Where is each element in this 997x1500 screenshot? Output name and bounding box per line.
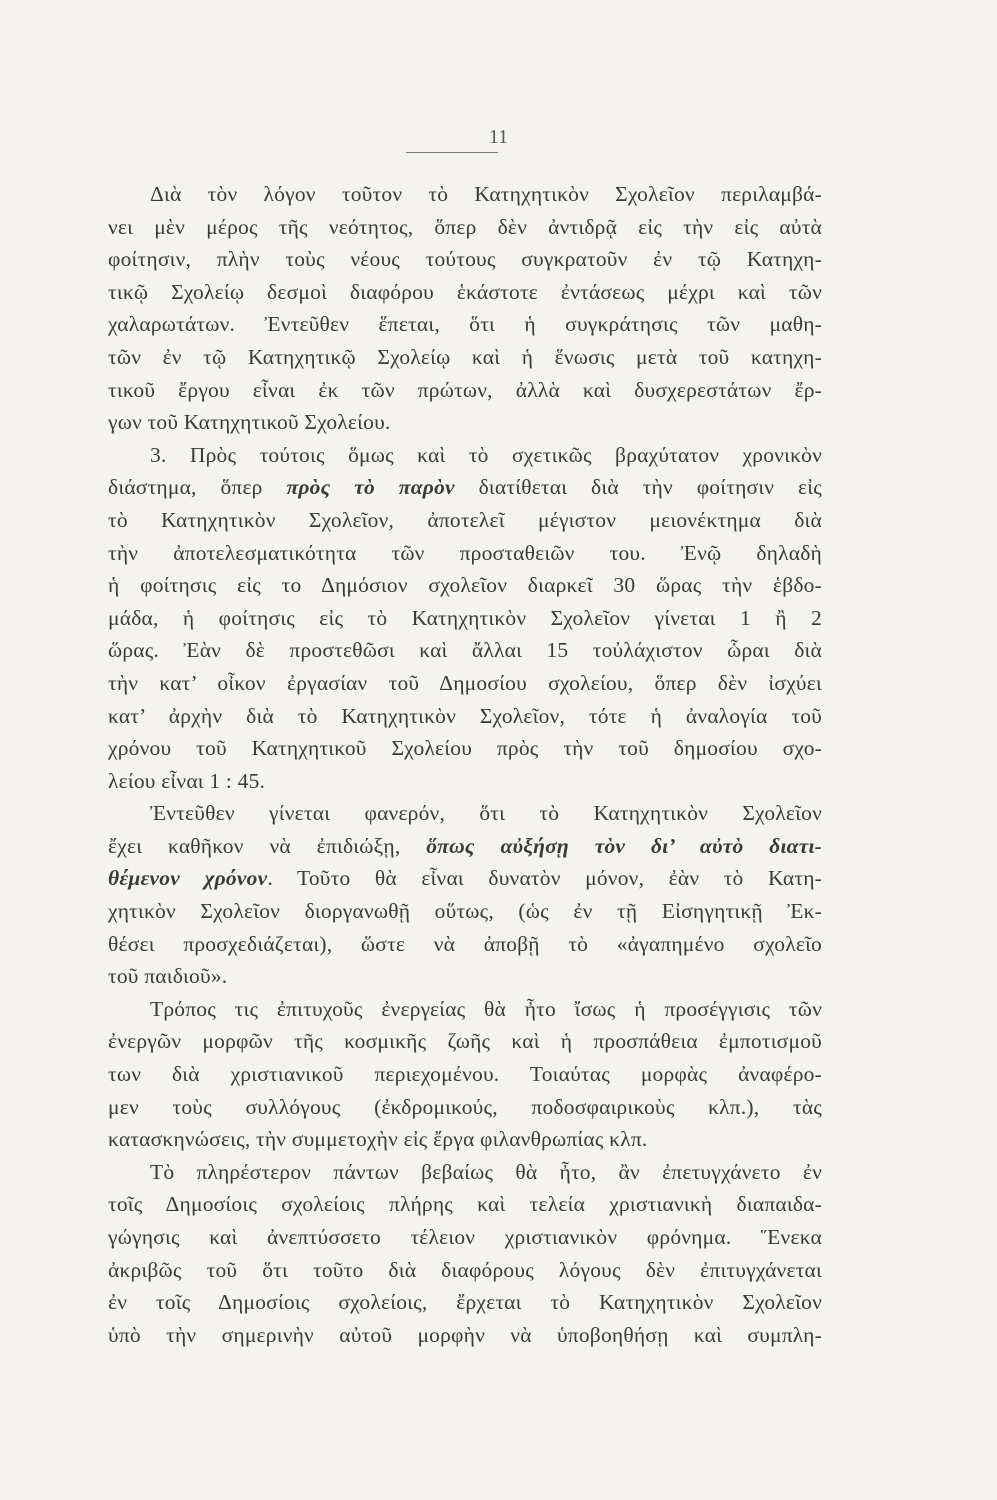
text-line: μεν τοὺς συλλόγους (ἐκδρομικούς, ποδοσφαιρικοὺς κλπ.), τὰς	[108, 1094, 822, 1119]
text-line: ἔχει καθῆκον νὰ ἐπιδιώξῃ, ὅπως αὐξήσῃ τὸν δι’ αὐτὸ διατι-	[108, 833, 822, 858]
text-line: ἀκριβῶς τοῦ ὅτι τοῦτο διὰ διαφόρους λόγους δὲν ἐπιτυγχάνεται	[108, 1257, 822, 1282]
text-line: τοῦ παιδιοῦ».	[108, 964, 228, 989]
text-line: των διὰ χριστιανικοῦ περιεχομένου. Τοιαύτας μορφὰς ἀναφέρο-	[108, 1062, 822, 1087]
body-text	[108, 178, 822, 1351]
text-line: Τρόπος τις ἐπιτυχοῦς ἐνεργείας θὰ ἦτο ἴσως ἡ προσέγγισις τῶν	[150, 996, 822, 1021]
text-line: λείου εἶναι 1 : 45.	[108, 768, 266, 793]
text-line: χρόνου τοῦ Κατηχητικοῦ Σχολείου πρὸς τὴν τοῦ δημοσίου σχο-	[108, 736, 822, 761]
text-line: κατασκηνώσεις, τὴν συμμετοχὴν εἰς ἔργα φιλανθρωπίας κλπ.	[108, 1127, 648, 1152]
text-line: χαλαρωτάτων. Ἐντεῦθεν ἕπεται, ὅτι ἡ συγκράτησις τῶν μαθη-	[108, 312, 822, 337]
text-line: ἐν τοῖς Δημοσίοις σχολείοις, ἔρχεται τὸ Κατηχητικὸν Σχολεῖον	[108, 1290, 822, 1315]
text-line: μάδα, ἡ φοίτησις εἰς τὸ Κατηχητικὸν Σχολεῖον γίνεται 1 ἢ 2	[108, 605, 822, 630]
text-line: ὥρας. Ἐὰν δὲ προστεθῶσι καὶ ἄλλαι 15 τοὐλάχιστον ὧραι διὰ	[108, 638, 822, 663]
page-number: 11	[488, 126, 509, 148]
text-line: ἐνεργῶν μορφῶν τῆς κοσμικῆς ζωῆς καὶ ἡ προσπάθεια ἐμποτισμοῦ	[108, 1029, 822, 1054]
text-line: διάστημα, ὅπερ πρὸς τὸ παρὸν διατίθεται διὰ τὴν φοίτησιν εἰς	[108, 475, 822, 500]
text-line: ὑπὸ τὴν σημερινὴν αὐτοῦ μορφὴν νὰ ὑποβοηθήσῃ καὶ συμπλη-	[108, 1322, 822, 1347]
text-line: Διὰ τὸν λόγον τοῦτον τὸ Κατηχητικὸν Σχολεῖον περιλαμβά-	[150, 182, 822, 206]
text-line: θέσει προσχεδιάζεται), ὥστε νὰ ἀποβῇ τὸ «ἀγαπημένο σχολεῖο	[108, 931, 822, 956]
text-line: κατ’ ἀρχὴν διὰ τὸ Κατηχητικὸν Σχολεῖον, τότε ἡ ἀναλογία τοῦ	[108, 703, 822, 728]
text-line: θέμενον χρόνον. Τοῦτο θὰ εἶναι δυνατὸν μόνον, ἐὰν τὸ Κατη-	[108, 866, 823, 891]
text-line: τὴν ἀποτελεσματικότητα τῶν προσταθειῶν του. Ἐνῷ δηλαδὴ	[108, 540, 822, 565]
text-line: Τὸ πληρέστερον πάντων βεβαίως θὰ ἦτο, ἂν ἐπετυγχάνετο ἐν	[150, 1159, 822, 1184]
text-line: τὴν κατ’ οἶκον ἐργασίαν τοῦ Δημοσίου σχολείου, ὅπερ δὲν ἰσχύει	[108, 670, 822, 695]
text-line: τὸ Κατηχητικὸν Σχολεῖον, ἀποτελεῖ μέγιστον μειονέκτημα διὰ	[108, 507, 822, 532]
text-line: τῶν ἐν τῷ Κατηχητικῷ Σχολείῳ καὶ ἡ ἕνωσις μετὰ τοῦ κατηχη-	[108, 344, 822, 369]
header-rule	[406, 152, 498, 153]
text-line: τικῷ Σχολείῳ δεσμοὶ διαφόρου ἑκάστοτε ἐντάσεως μέχρι καὶ τῶν	[108, 279, 822, 304]
text-line: ἡ φοίτησις εἰς το Δημόσιον σχολεῖον διαρκεῖ 30 ὥρας τὴν ἑβδο-	[108, 573, 822, 598]
text-line: γων τοῦ Κατηχητικοῦ Σχολείου.	[108, 410, 391, 435]
text-line: φοίτησιν, πλὴν τοὺς νέους τούτους συγκρατοῦν ἐν τῷ Κατηχη-	[108, 247, 822, 272]
text-line: Ἐντεῦθεν γίνεται φανερόν, ὅτι τὸ Κατηχητικὸν Σχολεῖον	[150, 801, 822, 826]
text-line: τοῖς Δημοσίοις σχολείοις πλήρης καὶ τελεία χριστιανικὴ διαπαιδα-	[108, 1192, 822, 1217]
text-line: 3. Πρὸς τούτοις ὅμως καὶ τὸ σχετικῶς βραχύτατον χρονικὸν	[150, 442, 822, 467]
text-line: τικοῦ ἔργου εἶναι ἐκ τῶν πρώτων, ἀλλὰ καὶ δυσχερεστάτων ἔρ-	[108, 377, 822, 402]
text-line: χητικὸν Σχολεῖον διοργανωθῇ οὕτως, (ὡς ἐν τῇ Εἰσηγητικῇ Ἐκ-	[108, 899, 822, 924]
text-line: γώγησις καὶ ἀνεπτύσσετο τέλειον χριστιανικὸν φρόνημα. Ἕνεκα	[108, 1225, 822, 1249]
text-line: νει μὲν μέρος τῆς νεότητος, ὅπερ δὲν ἀντιδρᾷ εἰς τὴν εἰς αὐτὰ	[108, 214, 822, 239]
